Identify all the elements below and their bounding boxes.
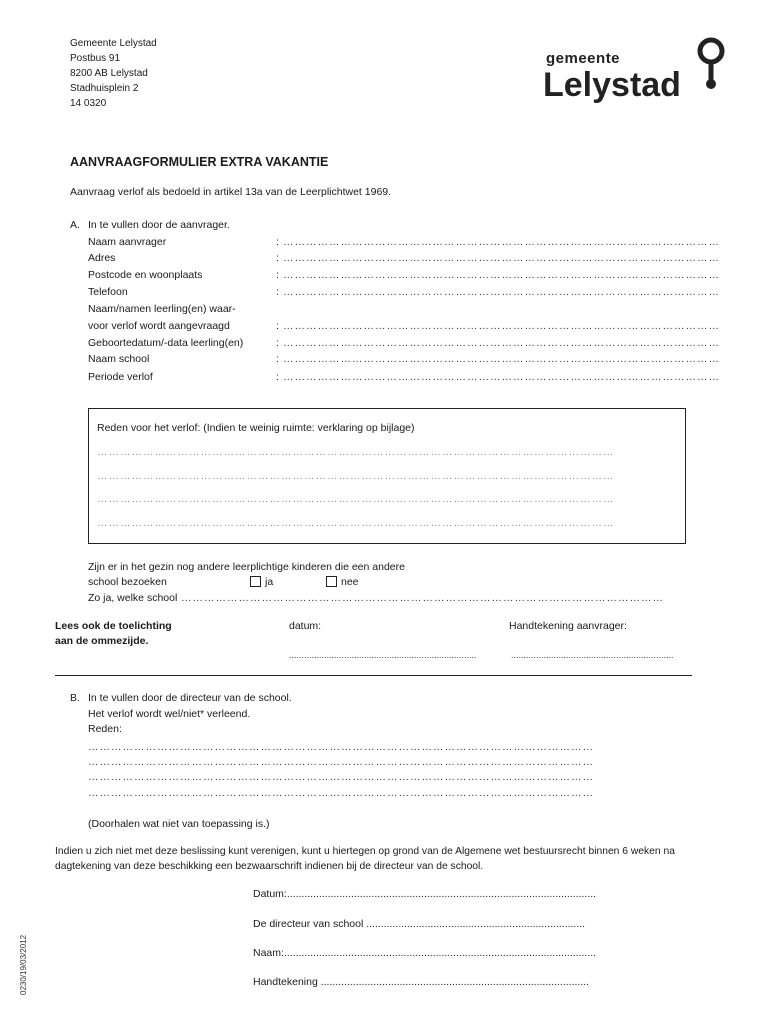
section-divider — [55, 675, 692, 676]
field-label: Telefoon — [88, 286, 128, 298]
signature-label: Handtekening aanvrager: — [509, 620, 627, 632]
field-label: Adres — [88, 252, 116, 264]
reason-b-input-line[interactable]: …………………………………………………………………………………………………………………… — [88, 756, 594, 768]
field-colon: : — [276, 371, 279, 383]
field-input-line[interactable]: …………………………………………………………………………………………………… — [283, 252, 720, 264]
reason-b-input-line[interactable]: …………………………………………………………………………………………………………………… — [88, 741, 594, 753]
section-a-marker: A. — [70, 219, 80, 231]
reason-b-input-line[interactable]: …………………………………………………………………………………………………………………… — [88, 787, 594, 799]
field-colon: : — [276, 252, 279, 264]
reason-b-input-line[interactable]: …………………………………………………………………………………………………………………… — [88, 771, 594, 783]
logo-key-icon — [694, 36, 730, 92]
date-input-line[interactable]: ........................................................................... — [289, 650, 477, 660]
field-input-line[interactable]: …………………………………………………………………………………………………… — [283, 371, 720, 383]
address-line: Postbus 91 — [70, 53, 121, 64]
form-title: AANVRAAGFORMULIER EXTRA VAKANTIE — [70, 155, 329, 169]
field-label: voor verlof wordt aangevraagd — [88, 320, 230, 332]
siblings-question-line1: Zijn er in het gezin nog andere leerplichtige kinderen die een andere — [88, 561, 405, 573]
no-option[interactable] — [326, 576, 359, 588]
field-colon: : — [276, 286, 279, 298]
field-label: Periode verlof — [88, 371, 153, 383]
address-line: Stadhuisplein 2 — [70, 83, 139, 94]
field-label: Naam school — [88, 353, 150, 365]
appeal-line1: Indien u zich niet met deze beslissing kunt verenigen, kunt u hiertegen op grond van de Algemene wet bestuursrecht binnen 6 weken na — [55, 846, 675, 857]
appeal-line2: dagtekening van deze beschikking een bezwaarschrift indienen bij de directeur van de school. — [55, 861, 484, 872]
reason-input-line[interactable]: ……………………………………………………………………………………………………………………… — [97, 446, 615, 458]
no-label: nee — [341, 576, 359, 588]
director-school-field[interactable]: De directeur van school ........................................................................... — [253, 918, 586, 930]
field-colon: : — [276, 236, 279, 248]
logo-big-text: Lelystad — [543, 66, 681, 104]
signature-input-line[interactable]: ................................................................. — [511, 650, 674, 660]
form-intro: Aanvraag verlof als bedoeld in artikel 13a van de Leerplichtwet 1969. — [70, 186, 392, 198]
reason-label: Reden voor het verlof: (Indien te weinig ruimte: verklaring op bijlage) — [97, 422, 415, 434]
director-date-field[interactable]: Datum:.......................................................................................................... — [253, 888, 597, 900]
reason-b-label: Reden: — [88, 723, 122, 735]
sender-address — [70, 36, 157, 111]
field-colon: : — [276, 353, 279, 365]
field-input-line[interactable]: …………………………………………………………………………………………………… — [283, 337, 720, 349]
director-name-field[interactable]: Naam:........................................................................................................... — [253, 947, 597, 959]
field-input-line[interactable]: …………………………………………………………………………………………………… — [283, 286, 720, 298]
field-input-line[interactable]: …………………………………………………………………………………………………… — [283, 269, 720, 281]
field-colon: : — [276, 337, 279, 349]
siblings-question-line2: school bezoeken — [88, 576, 167, 588]
granted-text: Het verlof wordt wel/niet* verleend. — [88, 708, 251, 720]
yes-option[interactable] — [250, 576, 273, 588]
reason-input-line[interactable]: ……………………………………………………………………………………………………………………… — [97, 517, 615, 529]
field-label: Naam aanvrager — [88, 236, 167, 248]
which-school-input-line[interactable]: ……………………………………………………………………………………………………………… — [181, 592, 664, 604]
strike-note: (Doorhalen wat niet van toepassing is.) — [88, 818, 270, 830]
reason-box — [88, 408, 686, 544]
field-label: Naam/namen leerling(en) waar- — [88, 303, 236, 315]
note-line1: Lees ook de toelichting — [55, 620, 172, 632]
logo-small-text: gemeente — [546, 50, 621, 67]
section-b-marker: B. — [70, 692, 80, 704]
section-b-heading: In te vullen door de directeur van de school. — [88, 692, 292, 704]
field-input-line[interactable]: …………………………………………………………………………………………………… — [283, 236, 720, 248]
note-line2: aan de ommezijde. — [55, 635, 149, 647]
address-line: Gemeente Lelystad — [70, 38, 157, 49]
address-line: 8200 AB Lelystad — [70, 68, 148, 79]
which-school-label: Zo ja, welke school — [88, 592, 178, 604]
field-colon: : — [276, 320, 279, 332]
yes-checkbox[interactable] — [250, 576, 261, 587]
reason-input-line[interactable]: ……………………………………………………………………………………………………………………… — [97, 493, 615, 505]
field-label: Geboortedatum/-data leerling(en) — [88, 337, 244, 349]
no-checkbox[interactable] — [326, 576, 337, 587]
reason-input-line[interactable]: ……………………………………………………………………………………………………………………… — [97, 470, 615, 482]
field-input-line[interactable]: …………………………………………………………………………………………………… — [283, 320, 720, 332]
field-colon: : — [276, 269, 279, 281]
address-line: 14 0320 — [70, 98, 107, 109]
field-input-line[interactable]: …………………………………………………………………………………………………… — [283, 353, 720, 365]
director-signature-field[interactable]: Handtekening ............................................................................................ — [253, 976, 590, 988]
document-code: 0230/19/03/2012 — [19, 934, 28, 995]
field-label: Postcode en woonplaats — [88, 269, 203, 281]
section-a-heading: In te vullen door de aanvrager. — [88, 219, 230, 231]
yes-label: ja — [265, 576, 274, 588]
date-label: datum: — [289, 620, 322, 632]
